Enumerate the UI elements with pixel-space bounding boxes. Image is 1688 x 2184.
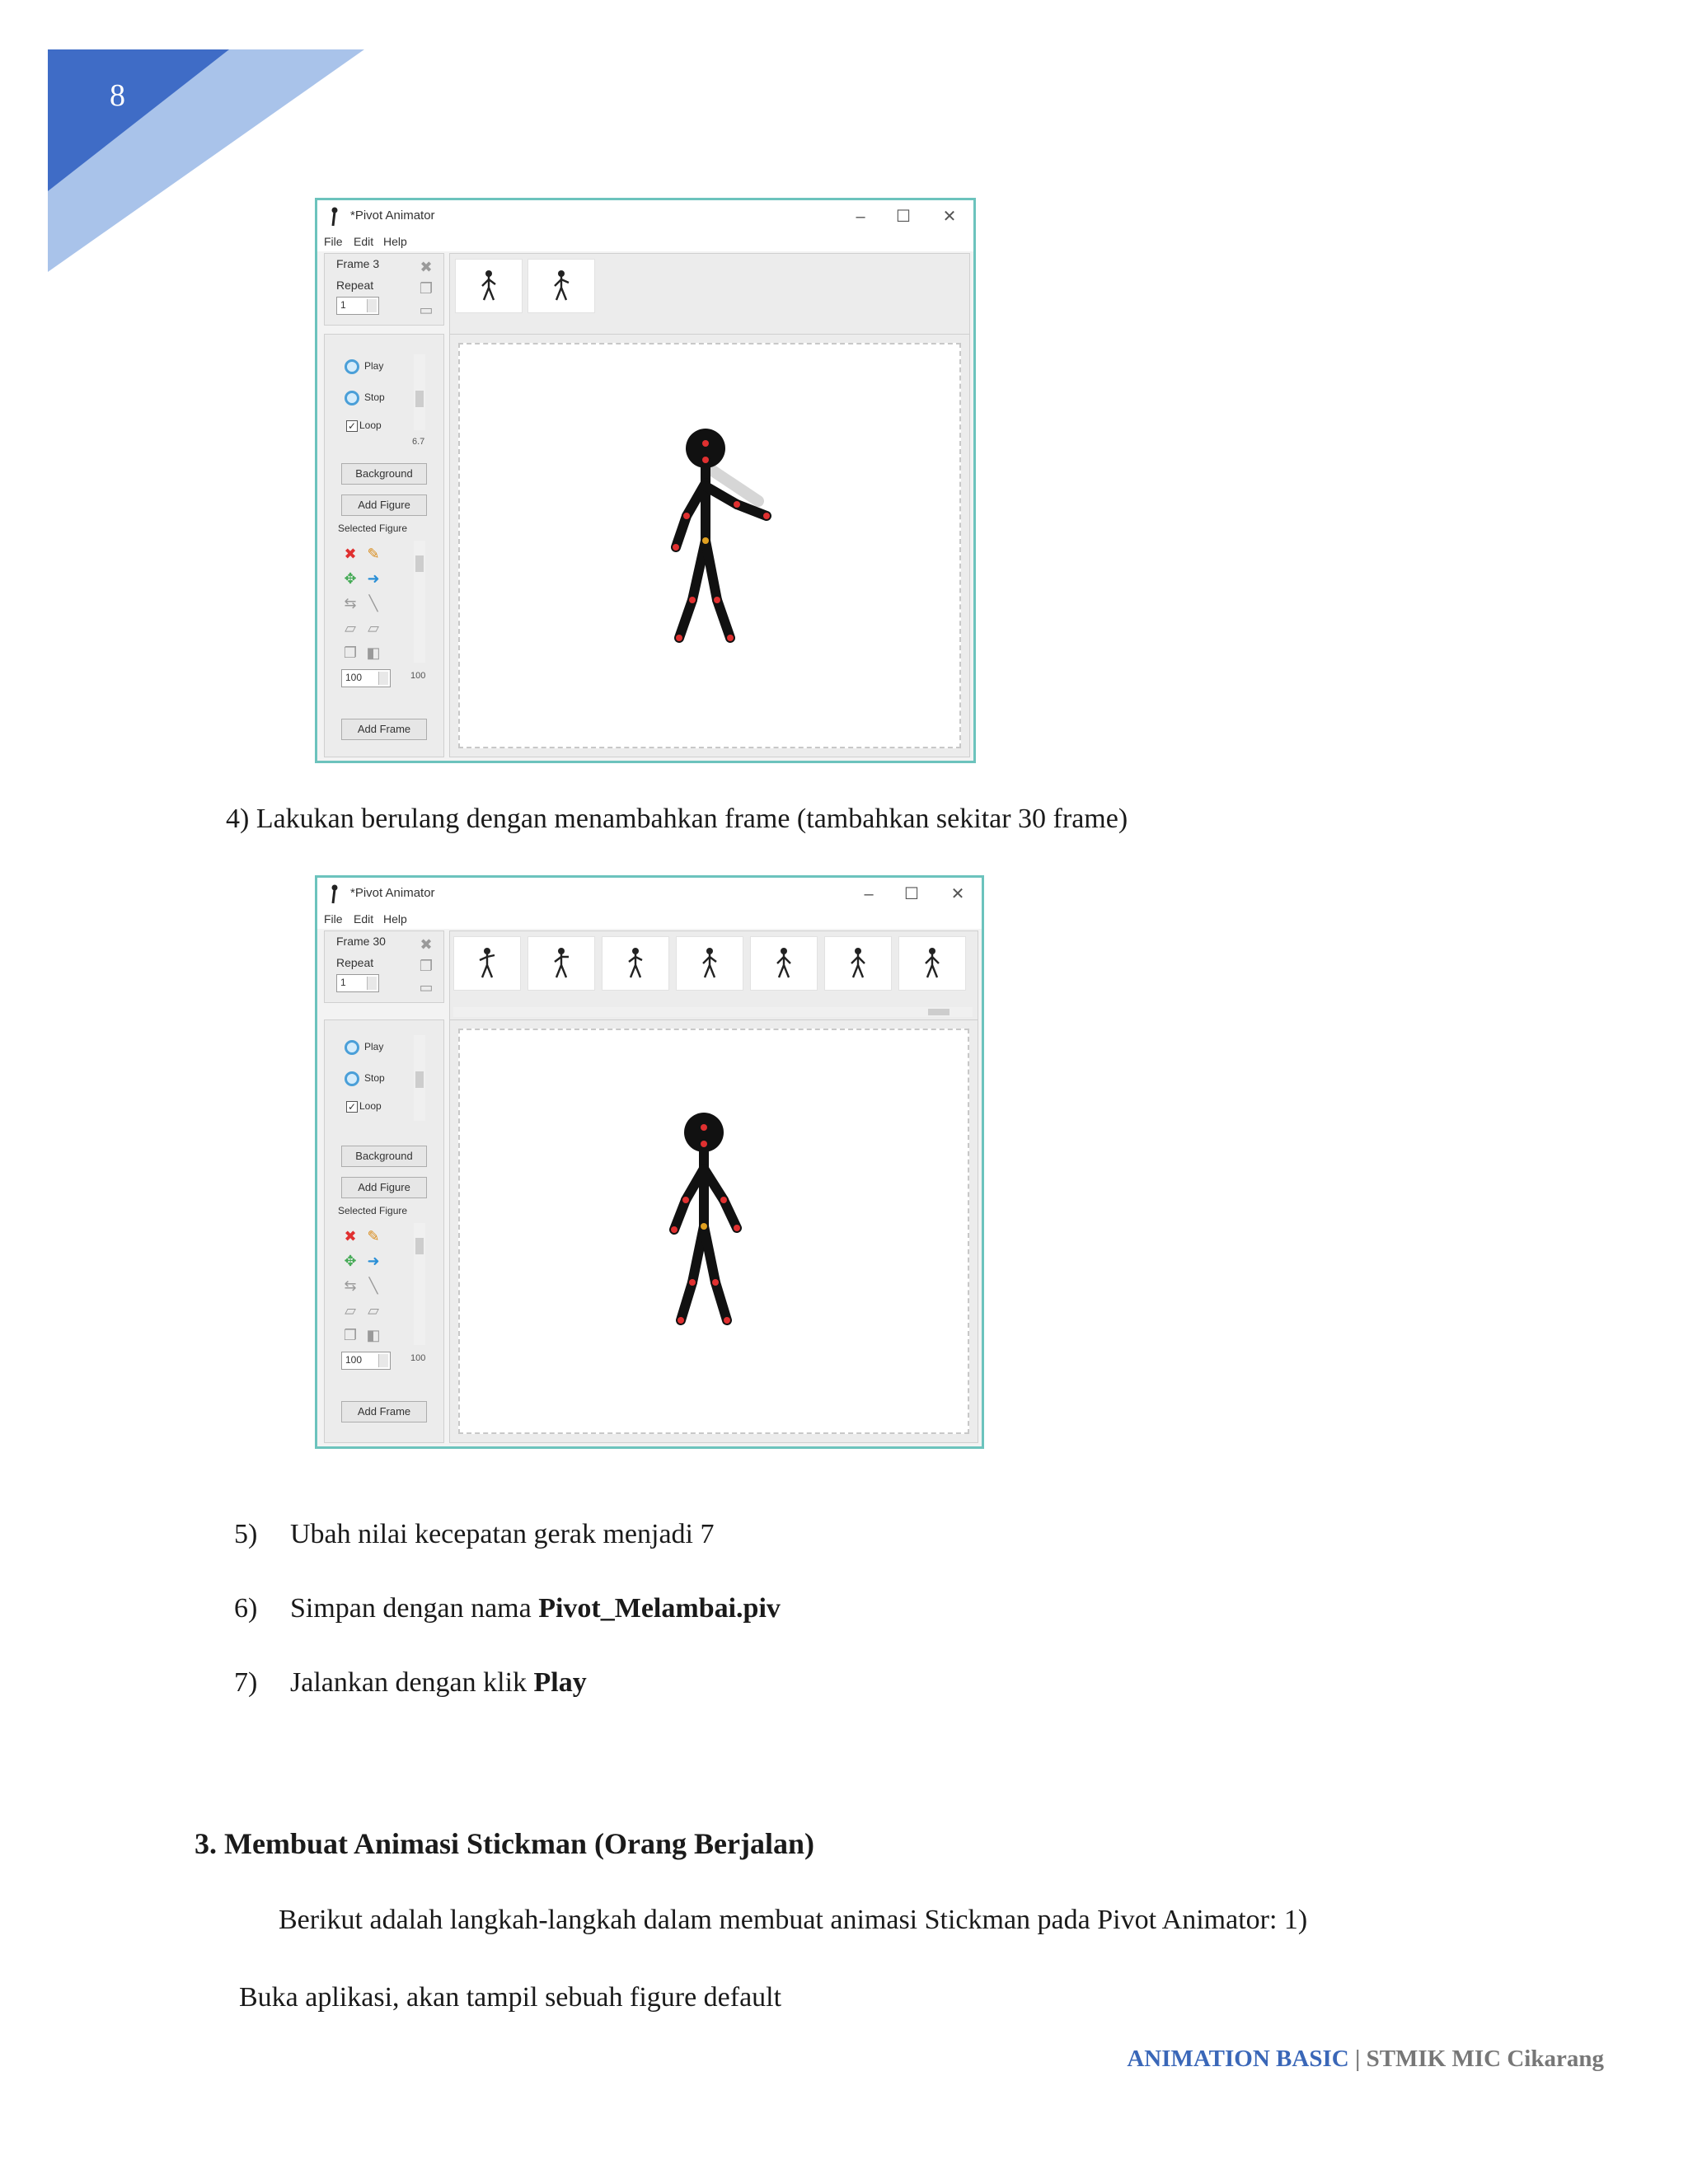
stickman-figure[interactable] xyxy=(460,344,959,747)
page-number: 8 xyxy=(110,78,125,113)
frame-thumbnail[interactable] xyxy=(824,936,892,991)
frame-thumbnail[interactable] xyxy=(750,936,818,991)
stickman-thumb-icon xyxy=(773,947,795,980)
play-label: Play xyxy=(364,1041,384,1052)
delete-figure-icon[interactable]: ✖ xyxy=(344,546,357,562)
forward-icon[interactable]: ➜ xyxy=(367,570,380,587)
loop-label: Loop xyxy=(359,419,382,431)
app-icon xyxy=(329,884,340,904)
page-footer xyxy=(1127,2046,1604,2073)
section-paragraph-line-1: Berikut adalah langkah-langkah dalam membuat animasi Stickman pada Pivot Animator: 1) xyxy=(279,1905,1308,1935)
play-label: Play xyxy=(364,360,384,372)
frame-label: Frame 3 xyxy=(336,257,380,270)
frame-thumbnail[interactable] xyxy=(528,259,595,313)
step-text: Jalankan dengan klik xyxy=(290,1667,534,1698)
step-5-text xyxy=(290,1518,715,1551)
selected-figure-label: Selected Figure xyxy=(338,523,408,534)
stickman-figure[interactable] xyxy=(460,1030,968,1432)
step-bold: Pivot_Melambai.piv xyxy=(538,1593,781,1624)
frame-settings-panel xyxy=(324,930,444,1003)
menu-help[interactable]: Help xyxy=(383,912,407,926)
stop-radio[interactable] xyxy=(345,391,359,405)
color-icon[interactable]: ◧ xyxy=(366,1327,381,1343)
step-number: 5) xyxy=(234,1519,258,1549)
add-frame-button[interactable]: Add Frame xyxy=(341,1401,427,1422)
layer-front-icon[interactable]: ▱ xyxy=(345,620,356,636)
section-heading: 3. Membuat Animasi Stickman (Orang Berjalan) xyxy=(195,1827,814,1860)
speed-slider-thumb[interactable] xyxy=(415,391,424,407)
minimize-icon[interactable]: – xyxy=(856,208,865,226)
forward-icon[interactable]: ➜ xyxy=(367,1253,380,1269)
spinner-arrows-icon[interactable] xyxy=(378,672,388,685)
title-bar xyxy=(317,200,973,233)
close-icon[interactable]: ✕ xyxy=(942,208,957,226)
copy-frame-icon[interactable]: ❐ xyxy=(419,958,434,974)
size-max: 100 xyxy=(410,671,426,681)
frames-scrollbar-thumb[interactable] xyxy=(928,1009,950,1015)
delete-frame-icon[interactable]: ✖ xyxy=(420,259,433,275)
speed-slider-thumb[interactable] xyxy=(415,1071,424,1088)
delete-frame-icon[interactable]: ✖ xyxy=(420,936,433,953)
layer-front-icon[interactable]: ▱ xyxy=(345,1302,356,1319)
stickman-thumb-icon xyxy=(478,269,499,302)
size-max: 100 xyxy=(410,1353,426,1363)
step-number: 7) xyxy=(234,1667,258,1698)
footer-course: ANIMATION BASIC xyxy=(1127,2046,1349,2072)
spinner-arrows-icon[interactable] xyxy=(378,1354,388,1367)
step-6 xyxy=(234,1592,257,1625)
minimize-icon[interactable]: – xyxy=(864,885,874,903)
edit-figure-icon[interactable]: ✎ xyxy=(367,546,380,562)
repeat-value: 1 xyxy=(340,977,346,988)
spinner-arrows-icon[interactable] xyxy=(367,299,377,312)
pivot-window-screenshot-2 xyxy=(315,875,984,1449)
background-button[interactable]: Background xyxy=(341,463,427,485)
stickman-thumb-icon xyxy=(699,947,720,980)
step-number: 6) xyxy=(234,1593,258,1624)
pivot-window-screenshot-1 xyxy=(315,198,976,763)
center-figure-icon[interactable]: ✥ xyxy=(344,570,357,587)
copy-frame-icon[interactable]: ❐ xyxy=(419,280,434,297)
size-spinner[interactable] xyxy=(341,1352,391,1370)
add-frame-button[interactable]: Add Frame xyxy=(341,719,427,740)
section-paragraph-line-2: Buka aplikasi, akan tampil sebuah figure default xyxy=(239,1982,782,2013)
stickman-thumb-icon xyxy=(551,947,572,980)
size-slider-thumb[interactable] xyxy=(415,555,424,572)
repeat-spinner[interactable] xyxy=(336,974,379,992)
repeat-label: Repeat xyxy=(336,279,374,292)
stickman-thumb-icon xyxy=(476,947,498,980)
add-figure-button[interactable]: Add Figure xyxy=(341,1177,427,1198)
speed-slider[interactable] xyxy=(414,1035,425,1121)
step-7 xyxy=(234,1666,257,1699)
repeat-spinner[interactable] xyxy=(336,297,379,315)
background-button[interactable]: Background xyxy=(341,1146,427,1167)
frame-label: Frame 30 xyxy=(336,935,386,948)
maximize-icon[interactable]: ☐ xyxy=(896,208,911,226)
window-title: *Pivot Animator xyxy=(350,209,435,223)
selected-figure-label: Selected Figure xyxy=(338,1205,408,1216)
step-6-text xyxy=(290,1592,781,1625)
frame-thumbnail[interactable] xyxy=(453,936,521,991)
frame-thumbnail[interactable] xyxy=(528,936,595,991)
stickman-thumb-icon xyxy=(847,947,869,980)
play-radio[interactable] xyxy=(345,359,359,374)
menu-help[interactable]: Help xyxy=(383,235,407,248)
stickman-thumb-icon xyxy=(625,947,646,980)
frame-thumbnail[interactable] xyxy=(455,259,523,313)
line-tool-icon[interactable]: ╲ xyxy=(368,1277,378,1294)
step-text: Simpan dengan nama xyxy=(290,1593,539,1624)
paste-frame-icon[interactable]: ▭ xyxy=(419,979,434,996)
delete-figure-icon[interactable]: ✖ xyxy=(344,1228,357,1244)
size-slider-thumb[interactable] xyxy=(415,1238,424,1254)
duplicate-icon[interactable]: ❐ xyxy=(343,1327,358,1343)
add-figure-button[interactable]: Add Figure xyxy=(341,494,427,516)
menu-file[interactable]: File xyxy=(324,912,343,926)
repeat-value: 1 xyxy=(340,299,346,311)
menu-bar xyxy=(317,911,982,929)
frame-thumbnail[interactable] xyxy=(676,936,743,991)
paste-frame-icon[interactable]: ▭ xyxy=(419,302,434,318)
size-value: 100 xyxy=(345,672,363,683)
window-title: *Pivot Animator xyxy=(350,886,435,900)
canvas-area xyxy=(449,334,970,757)
step-7-text xyxy=(290,1666,587,1699)
animation-canvas[interactable] xyxy=(458,1029,969,1434)
size-slider[interactable] xyxy=(414,541,425,663)
loop-checkbox[interactable]: ✓ xyxy=(347,420,357,432)
footer-institution: STMIK MIC Cikarang xyxy=(1366,2046,1604,2072)
step-5 xyxy=(234,1518,257,1551)
app-icon xyxy=(329,207,340,227)
maximize-icon[interactable]: ☐ xyxy=(904,885,919,903)
size-value: 100 xyxy=(345,1354,363,1366)
title-bar xyxy=(317,878,982,911)
spinner-arrows-icon[interactable] xyxy=(367,977,377,990)
menu-edit[interactable]: Edit xyxy=(354,912,374,926)
size-spinner[interactable] xyxy=(341,669,391,687)
center-figure-icon[interactable]: ✥ xyxy=(344,1253,357,1269)
size-slider[interactable] xyxy=(414,1223,425,1345)
stickman-thumb-icon xyxy=(551,269,572,302)
frame-settings-panel xyxy=(324,253,444,326)
loop-label: Loop xyxy=(359,1100,382,1112)
layer-back-icon[interactable]: ▱ xyxy=(368,620,379,636)
frame-thumbnail[interactable] xyxy=(898,936,966,991)
layer-back-icon[interactable]: ▱ xyxy=(368,1302,379,1319)
frames-strip xyxy=(449,930,978,1021)
canvas-area xyxy=(449,1019,978,1443)
flip-icon[interactable]: ⇆ xyxy=(344,1277,357,1294)
loop-checkbox[interactable]: ✓ xyxy=(347,1101,357,1113)
frames-strip xyxy=(449,253,970,335)
stop-label: Stop xyxy=(364,391,385,403)
play-radio[interactable] xyxy=(345,1040,359,1055)
frame-thumbnail[interactable] xyxy=(602,936,669,991)
controls-panel xyxy=(324,1019,444,1443)
animation-canvas[interactable] xyxy=(458,343,961,748)
speed-slider[interactable] xyxy=(414,354,425,430)
stop-radio[interactable] xyxy=(345,1071,359,1086)
stickman-thumb-icon xyxy=(921,947,943,980)
flip-icon[interactable]: ⇆ xyxy=(344,595,357,612)
menu-edit[interactable]: Edit xyxy=(354,235,374,248)
step-text: Ubah nilai kecepatan gerak menjadi 7 xyxy=(290,1519,715,1549)
menu-bar xyxy=(317,233,973,251)
repeat-label: Repeat xyxy=(336,956,374,969)
duplicate-icon[interactable]: ❐ xyxy=(343,644,358,661)
close-icon[interactable]: ✕ xyxy=(950,885,965,903)
controls-panel xyxy=(324,334,444,757)
step-4-text: 4) Lakukan berulang dengan menambahkan frame (tambahkan sekitar 30 frame) xyxy=(226,804,1128,834)
step-bold: Play xyxy=(533,1667,587,1698)
footer-separator: | xyxy=(1348,2046,1367,2072)
color-icon[interactable]: ◧ xyxy=(366,644,381,661)
menu-file[interactable]: File xyxy=(324,235,343,248)
frames-scrollbar[interactable] xyxy=(453,1007,973,1017)
edit-figure-icon[interactable]: ✎ xyxy=(367,1228,380,1244)
stop-label: Stop xyxy=(364,1072,385,1084)
line-tool-icon[interactable]: ╲ xyxy=(368,595,378,612)
speed-value: 6.7 xyxy=(412,437,425,447)
